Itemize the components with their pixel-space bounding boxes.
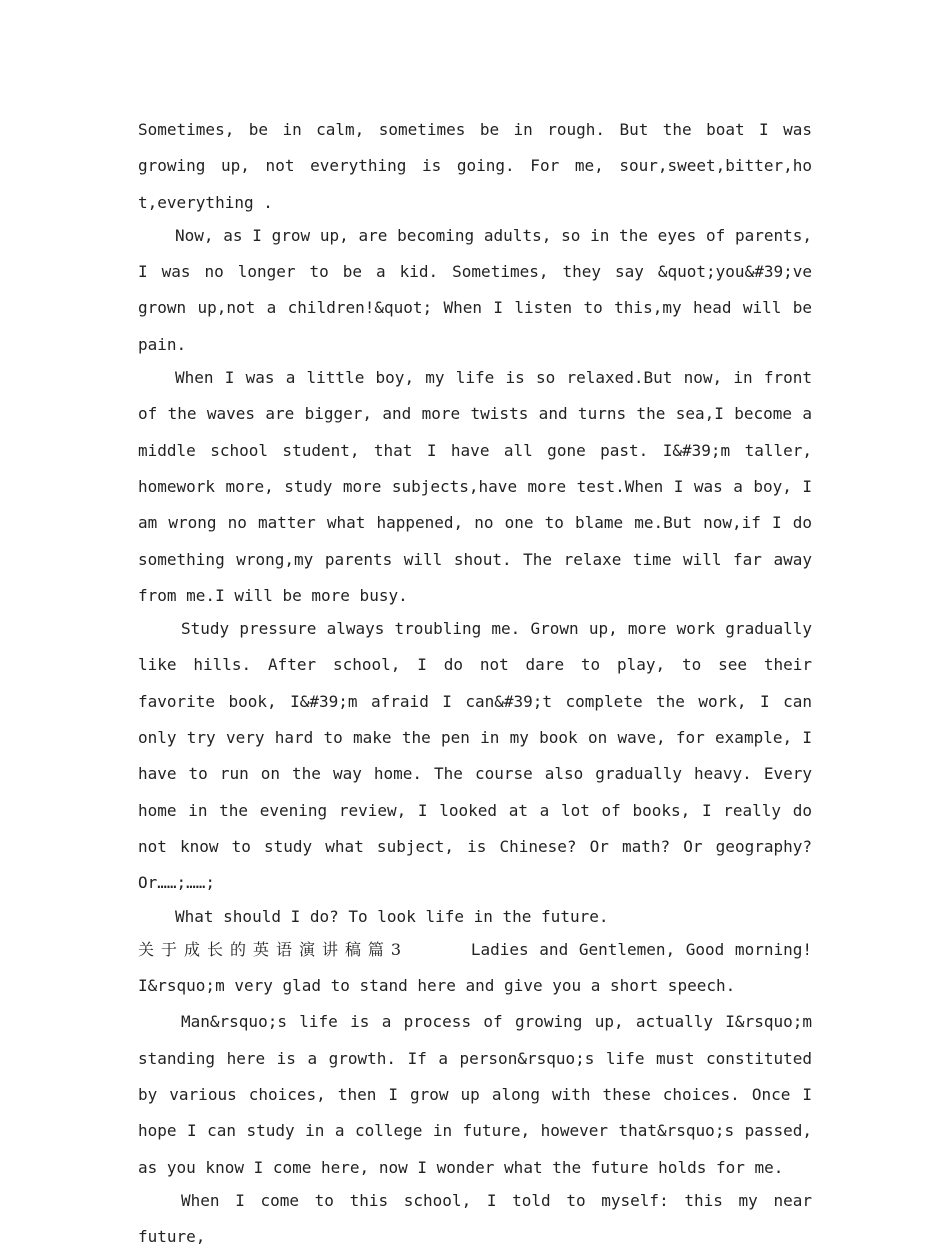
document-page (138, 112, 812, 1256)
paragraph-grow-up: Now, as I grow up, are becoming adults, so in the eyes of parents, I was no longer to be a kid. Sometimes, they say &quot;you&#39;ve grown up,not a children!&quot; When I listen to this,my head will be pain. (138, 225, 812, 354)
section-title-cn: 关于成长的英语演讲稿篇3 (138, 939, 408, 959)
paragraph-what-should-i-do: What should I do? To look life in the future. (175, 906, 609, 926)
paragraph-process-of-growing: Man&rsquo;s life is a process of growing up, actually I&rsquo;m standing here is a growth. If a person&rsquo;s life must constituted by various choices, then I grow up along with these choices. Once I hope I can study in a college in future, however that&rsquo;s passed, as you know I come here, now I wonder what the future holds for me. (138, 1012, 812, 1177)
paragraph-come-to-school: When I come to this school, I told to myself: this my near future, (138, 1190, 812, 1247)
paragraph-little-boy: When I was a little boy, my life is so relaxed.But now, in front of the waves are bigger, and more twists and turns the sea,I become a middle school student, that I have all gone past. I&#39;m taller, homework more, study more subjects,have more test.When I was a boy, I am wrong no matter what happened, no one to blame me.But now,if I do something wrong,my parents will shout. The relaxe time will far away from me.I will be more busy. (138, 368, 812, 605)
section-greeting: Ladies and Gentlemen, Good morning! I&rsquo;m very glad to stand here and give you a short speech. (138, 939, 812, 996)
paragraph-study-pressure: Study pressure always troubling me. Grown up, more work gradually like hills. After school, I do not dare to play, to see their favorite book, I&#39;m afraid I can&#39;t complete the work, I can only try very hard to make the pen in my book on wave, for example, I have to run on the way home. The course also gradually heavy. Every home in the evening review, I looked at a lot of books, I really do not know to study what subject, is Chinese? Or math? Or geography? Or……;……; (138, 619, 812, 893)
section-heading (138, 932, 812, 1005)
paragraph-sometimes: Sometimes, be in calm, sometimes be in rough. But the boat I was growing up, not everything is going. For me, sour,sweet,bitter,ho t,everything . (138, 120, 812, 212)
